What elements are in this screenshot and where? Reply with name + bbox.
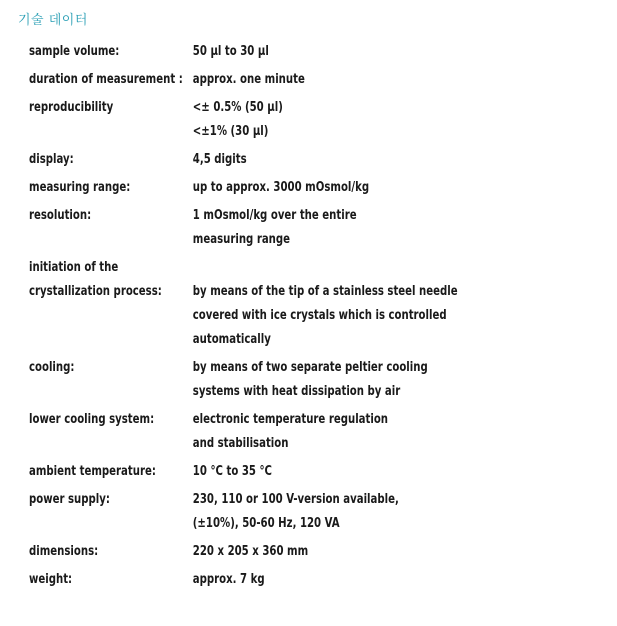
spec-value-line: electronic temperature regulation (192, 412, 389, 427)
spec-value-line: 4,5 digits (192, 152, 247, 167)
spec-value-line: covered with ice crystals which is controlled (192, 308, 447, 323)
spec-value (193, 40, 372, 64)
spec-table (29, 40, 458, 596)
spec-value (193, 204, 372, 252)
spec-label-line: power supply: (29, 492, 110, 507)
spec-label (29, 568, 193, 592)
spec-value (193, 460, 372, 484)
spec-value-line: by means of two separate peltier cooling (192, 360, 428, 375)
spec-label (29, 408, 193, 432)
spec-value-line: <± 0.5% (50 µl) (192, 100, 283, 115)
spec-value-line: approx. one minute (192, 72, 305, 87)
spec-label-line: weight: (29, 572, 73, 587)
spec-value-line: measuring range (192, 232, 291, 247)
spec-value (193, 148, 372, 172)
spec-row-cooling (29, 356, 428, 404)
spec-label-line: duration of measurement : (29, 72, 183, 87)
spec-row-dimensions (29, 540, 372, 564)
spec-value (193, 568, 372, 592)
spec-label (29, 540, 193, 564)
spec-label (29, 40, 193, 64)
spec-label-line: initiation of the (29, 260, 119, 275)
spec-value (193, 96, 372, 144)
spec-value (193, 540, 372, 564)
spec-value-line: 220 x 205 x 360 mm (192, 544, 309, 559)
spec-value-line: and stabilisation (192, 436, 289, 451)
spec-label (29, 204, 193, 228)
spec-row-power-supply (29, 488, 399, 536)
spec-label-line: reproducibility (29, 100, 114, 115)
spec-value-line: 50 µl to 30 µl (192, 44, 269, 59)
spec-value-line: systems with heat dissipation by air (192, 384, 401, 399)
spec-value-line: 10 °C to 35 °C (192, 464, 272, 479)
spec-value (193, 488, 399, 536)
spec-row-display (29, 148, 372, 172)
section-title: 기술 데이터 (18, 13, 88, 28)
spec-value-line: 1 mOsmol/kg over the entire (192, 208, 357, 223)
spec-label (29, 256, 193, 304)
spec-label-line: cooling: (29, 360, 75, 375)
spec-row-lower-cooling (29, 408, 389, 456)
spec-row-sample-volume (29, 40, 372, 64)
spec-row-ambient-temp (29, 460, 372, 484)
spec-label-line: sample volume: (29, 44, 120, 59)
spec-row-measuring-range (29, 176, 372, 200)
spec-value-line: 230, 110 or 100 V-version available, (192, 492, 399, 507)
spec-value-line: up to approx. 3000 mOsmol/kg (192, 180, 370, 195)
spec-label-line: display: (29, 152, 74, 167)
spec-label-line: crystallization process: (29, 284, 162, 299)
spec-label (29, 96, 193, 120)
spec-label (29, 356, 193, 380)
spec-row-duration (29, 68, 372, 92)
spec-label (29, 460, 193, 484)
spec-value-line: <±1% (30 µl) (192, 124, 269, 139)
spec-row-resolution (29, 204, 372, 252)
spec-label (29, 148, 193, 172)
spec-label-line: measuring range: (29, 180, 131, 195)
spec-row-reproducibility (29, 96, 372, 144)
spec-label-line: dimensions: (29, 544, 99, 559)
spec-row-weight (29, 568, 372, 592)
spec-label (29, 176, 193, 200)
spec-value (193, 176, 372, 200)
row-gap (29, 592, 372, 596)
spec-label (29, 488, 193, 512)
spec-value-line: approx. 7 kg (192, 572, 265, 587)
spec-label (29, 68, 193, 92)
spec-value-line: by means of the tip of a stainless steel needle (192, 284, 458, 299)
spec-value-line: automatically (192, 332, 271, 347)
spec-value (193, 356, 428, 404)
spec-value (193, 68, 372, 92)
spec-label-line: ambient temperature: (29, 464, 156, 479)
spec-value (193, 256, 458, 352)
spec-label-line: lower cooling system: (29, 412, 155, 427)
spec-value-line (193, 256, 458, 280)
spec-value (193, 408, 388, 456)
spec-row-initiation (29, 256, 458, 352)
spec-label-line: resolution: (29, 208, 92, 223)
spec-value-line: (±10%), 50-60 Hz, 120 VA (192, 516, 340, 531)
